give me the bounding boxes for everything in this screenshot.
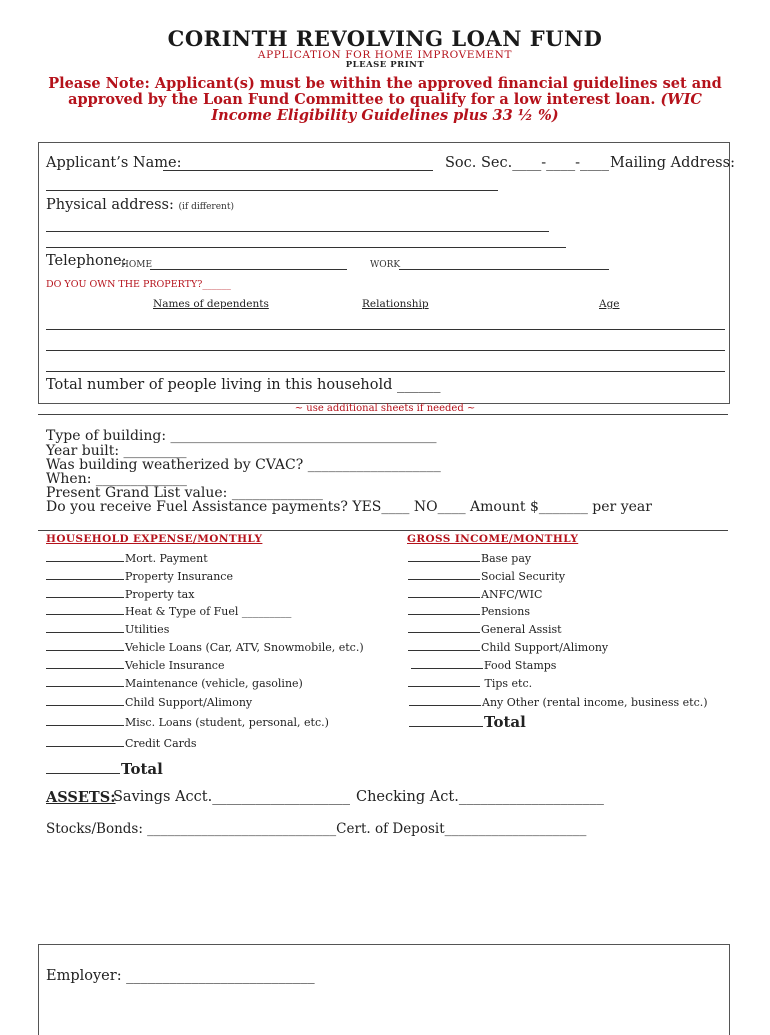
section-divider-2: [38, 530, 728, 531]
physical-address-hint: (if different): [178, 202, 234, 212]
home-phone-field[interactable]: [150, 269, 347, 270]
expenses-header: HOUSEHOLD EXPENSE/MONTHLY: [46, 533, 263, 545]
employer-field[interactable]: Employer: __________________________: [46, 968, 315, 984]
expense-row[interactable]: [46, 622, 169, 636]
expense-label: Utilities: [125, 623, 170, 636]
expense-row[interactable]: [46, 551, 208, 565]
dependents-name-header: Names of dependents: [153, 298, 269, 310]
please-print-label: PLEASE PRINT: [345, 60, 425, 70]
income-row[interactable]: [408, 587, 542, 601]
income-label: Child Support/Alimony: [481, 641, 609, 654]
home-phone-label: HOME: [121, 260, 153, 270]
telephone-label: Telephone:: [46, 253, 127, 269]
physical-address-label: [46, 197, 234, 213]
work-phone-label: WORK: [370, 260, 401, 270]
dependent-row-1[interactable]: [46, 329, 725, 330]
income-row[interactable]: [408, 569, 565, 583]
weatherized-when-field[interactable]: When: _____________: [46, 471, 187, 487]
eligibility-note: [40, 76, 730, 124]
applicant-section: [38, 142, 730, 404]
expense-label: Maintenance (vehicle, gasoline): [125, 677, 303, 690]
income-label: Social Security: [481, 570, 566, 583]
form-subtitle: APPLICATION FOR HOME IMPROVEMENT: [257, 49, 513, 61]
mailing-address-field[interactable]: [46, 190, 498, 191]
dependents-age-header: Age: [599, 298, 620, 310]
continuation-note: ~ use additional sheets if needed ~: [294, 403, 476, 414]
year-built-field[interactable]: Year built: _________: [46, 443, 187, 459]
mailing-address-label: Mailing Address:: [610, 155, 735, 171]
assets-label: ASSETS:: [46, 789, 116, 806]
employment-section: [38, 944, 730, 1035]
income-label: ANFC/WIC: [481, 588, 543, 601]
dependents-relationship-header: Relationship: [362, 298, 429, 310]
weatherized-field[interactable]: Was building weatherized by CVAC? ___________________: [46, 457, 441, 473]
household-total-field[interactable]: Total number of people living in this household ______: [46, 377, 441, 393]
income-label: General Assist: [481, 623, 562, 636]
income-label: Pensions: [481, 605, 531, 618]
expense-row[interactable]: [46, 587, 194, 601]
applicant-name-label: Applicant’s Name:: [46, 155, 182, 171]
expense-row[interactable]: [46, 658, 224, 672]
income-row[interactable]: [411, 658, 556, 672]
expense-row[interactable]: [46, 640, 364, 654]
work-phone-field[interactable]: [399, 269, 609, 270]
stocks-deposit-field[interactable]: Stocks/Bonds: ____________________________Cert. of Deposit_____________________: [46, 821, 587, 837]
expense-row[interactable]: [46, 695, 252, 709]
expense-label: Property Insurance: [125, 570, 233, 583]
expense-label: Heat & Type of Fuel _________: [125, 605, 292, 618]
dependent-row-3[interactable]: [46, 371, 725, 372]
income-header: GROSS INCOME/MONTHLY: [407, 533, 579, 545]
income-row[interactable]: [408, 640, 608, 654]
checking-field[interactable]: Checking Act.____________________: [356, 789, 604, 805]
ssn-field[interactable]: Soc. Sec.____-____-____: [445, 155, 610, 171]
expense-label: Credit Cards: [125, 737, 197, 750]
physical-address-label-text: Physical address:: [46, 197, 174, 213]
physical-address-field-2[interactable]: [46, 247, 566, 248]
income-label: Any Other (rental income, business etc.): [482, 696, 708, 709]
physical-address-field-1[interactable]: [46, 231, 549, 232]
expense-label: Vehicle Insurance: [125, 659, 225, 672]
expense-total-label: Total: [121, 760, 163, 778]
income-row[interactable]: [408, 551, 531, 565]
form-title: CORINTH REVOLVING LOAN FUND: [167, 26, 603, 51]
fuel-assistance-field[interactable]: Do you receive Fuel Assistance payments? YES____ NO____ Amount $_______ per year: [46, 499, 652, 515]
expense-total-field[interactable]: [46, 760, 163, 778]
eligibility-note-main: Please Note: Applicant(s) must be within the approved financial guidelines set and approved by the Loan Fund Committee to qualify for a low interest loan.: [48, 75, 722, 108]
savings-field[interactable]: Savings Acct.___________________: [113, 789, 350, 805]
expense-row[interactable]: [46, 604, 291, 618]
expense-row[interactable]: [46, 736, 197, 750]
expense-label: Misc. Loans (student, personal, etc.): [125, 716, 329, 729]
expense-label: Vehicle Loans (Car, ATV, Snowmobile, etc.): [125, 641, 364, 654]
income-row[interactable]: [408, 676, 532, 690]
income-row[interactable]: [408, 622, 562, 636]
income-total-label: Total: [484, 713, 526, 731]
expense-row[interactable]: [46, 676, 303, 690]
income-label: Tips etc.: [481, 677, 533, 690]
income-row[interactable]: [408, 604, 530, 618]
dependent-row-2[interactable]: [46, 350, 725, 351]
income-row[interactable]: [409, 695, 708, 709]
expense-row[interactable]: [46, 569, 233, 583]
eligibility-note-italic: (WIC Income Eligibility Guidelines plus 33 ½ %): [211, 91, 702, 124]
income-total-field[interactable]: [409, 713, 526, 731]
applicant-name-field[interactable]: [163, 170, 433, 171]
expense-row[interactable]: [46, 715, 329, 729]
section-divider: [38, 414, 728, 415]
income-label: Food Stamps: [484, 659, 557, 672]
own-property-field[interactable]: DO YOU OWN THE PROPERTY?______: [46, 279, 231, 290]
expense-label: Property tax: [125, 588, 195, 601]
grand-list-field[interactable]: Present Grand List value: _____________: [46, 485, 323, 501]
expense-label: Child Support/Alimony: [125, 696, 253, 709]
expense-label: Mort. Payment: [125, 552, 208, 565]
building-type-field[interactable]: Type of building: ______________________________________: [46, 428, 437, 444]
income-label: Base pay: [481, 552, 532, 565]
